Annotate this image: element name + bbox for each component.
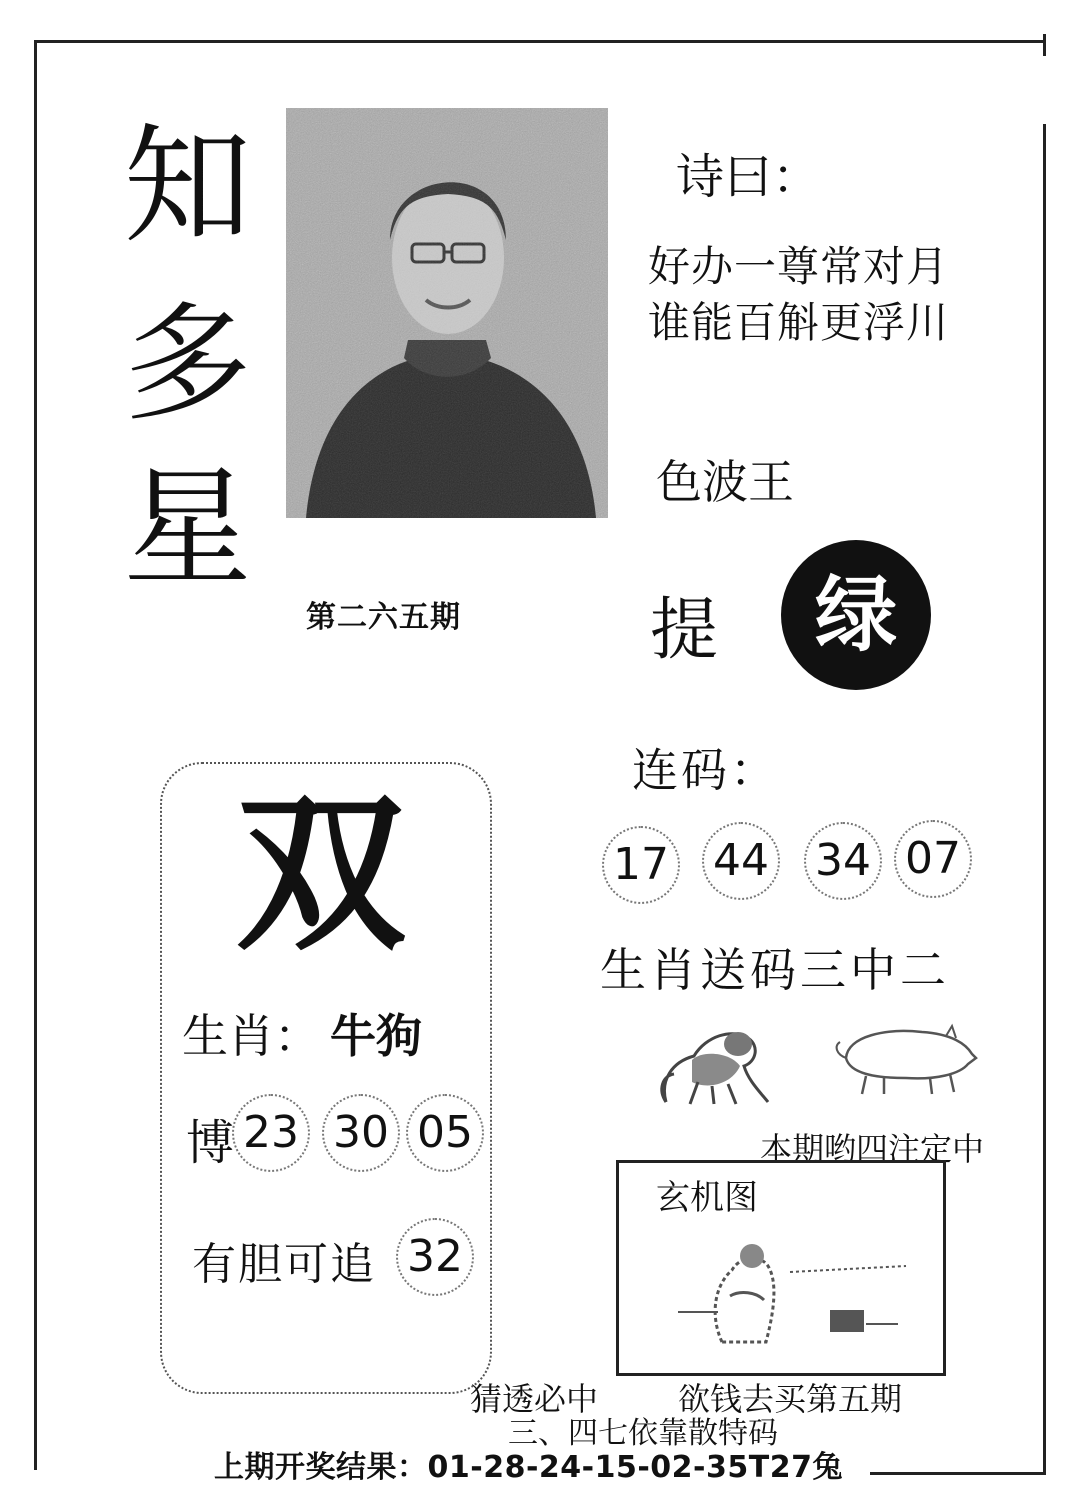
big-forecast-word: 双 [236,774,407,974]
lianma-number-1: 17 [602,826,680,904]
bo-label: 博 [186,1115,235,1171]
lianma-number-2: 44 [702,822,780,900]
portrait-photo [286,108,608,518]
bo-number-2: 30 [322,1094,400,1172]
frame-top-border [34,40,1046,43]
portrait-figure-icon [286,108,608,518]
xuanji-title: 玄机图 [656,1178,758,1218]
zodiac-label: 生肖： [182,1009,320,1063]
guess-note: 猜透必中 [470,1380,599,1418]
title-char-1: 知 [123,112,252,261]
chase-number: 32 [396,1218,474,1296]
period-note: 本期哟四注定中 [760,1130,985,1168]
frame-bottom-border [870,1472,1046,1475]
pig-drawing-icon [826,1018,978,1098]
poem-heading: 诗曰： [676,149,821,205]
monkey-drawing-icon [652,1010,772,1110]
xuanji-illustration-icon [670,1226,910,1346]
frame-corner-tick [1043,34,1046,56]
frame-left-border [34,40,37,1470]
zodiac-gift-line: 生肖送码三中二 [600,943,950,997]
chase-label: 有胆可追 [192,1239,376,1290]
title-char-2: 多 [123,290,252,439]
poem-line-1: 好办一尊常对月 [648,242,950,291]
lianma-number-4: 07 [894,820,972,898]
hint-label: 提 [650,591,719,670]
bo-number-3: 05 [406,1094,484,1172]
wave-king-label: 色波王 [656,455,794,509]
poem-line-2: 谁能百斛更浮川 [648,298,950,347]
hint-color-badge: 绿 [781,540,931,690]
last-result: 上期开奖结果：01-28-24-15-02-35T27兔 [214,1450,843,1485]
frame-right-border [1043,124,1046,1474]
buy-note: 欲钱去买第五期 [678,1380,903,1418]
tip-line: 三、四七依靠散特码 [508,1416,778,1451]
bo-number-1: 23 [232,1094,310,1172]
issue-number: 第二六五期 [306,600,461,635]
zodiac-value: 牛狗 [330,1009,422,1063]
lianma-label: 连码： [632,743,779,797]
title-char-3: 星 [123,454,252,603]
lianma-number-3: 34 [804,822,882,900]
